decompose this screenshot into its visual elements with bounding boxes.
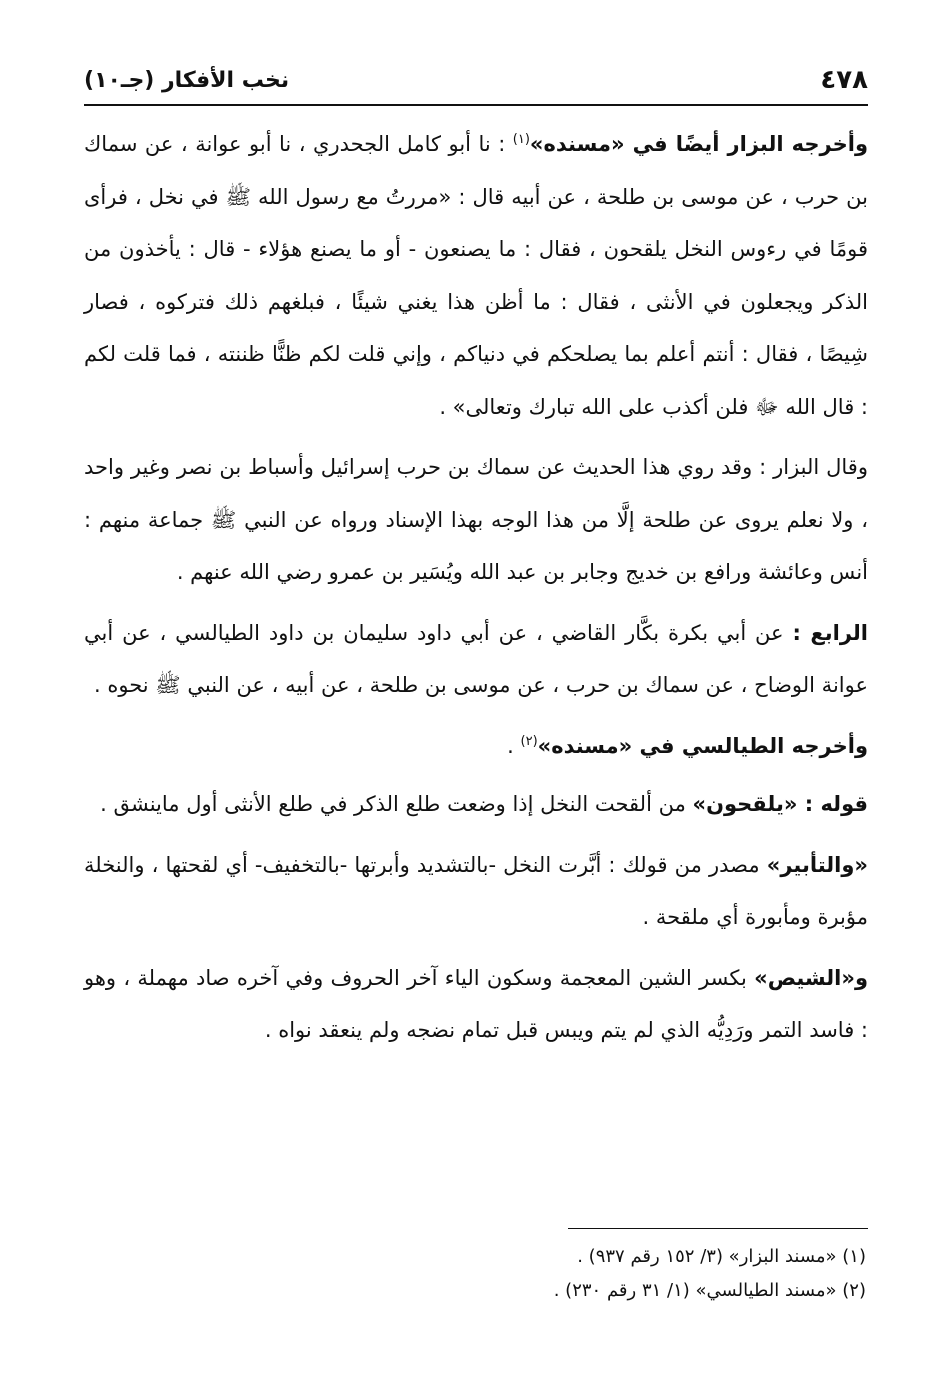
paragraph-text: عن أبي بكرة بكَّار القاضي ، عن أبي داود سليمان بن داود الطيالسي ، عن أبي عوانة الوضاح ، عن سماك بن حرب ، عن موسى بن طلحة ، عن أبيه ، عن النبي ﷺ نحوه . bbox=[84, 620, 868, 697]
paragraph-text: وقال البزار : وقد روي هذا الحديث عن سماك بن حرب إسرائيل وأسباط بن نصر وغير واحد ، ولا نعلم يروى عن طلحة إلَّا من هذا الوجه بهذا الإسناد ورواه عن النبي ﷺ جماعة منهم : أنس وعائشة ورافع بن خديج وجابر بن عبد الله ويُسَير بن عمرو رضي الله عنهم . bbox=[84, 455, 868, 584]
paragraph-lead: وأخرجه البزار أيضًا في «مسنده» bbox=[529, 132, 868, 156]
paragraph-text: مصدر من قولك : أبَّرت النخل -بالتشديد وأبرتها -بالتخفيف- أي لقحتها ، والنخلة مؤبرة ومأبورة أي ملقحة . bbox=[84, 852, 868, 929]
paragraph-tabir bbox=[84, 839, 868, 944]
paragraph-lead: «والتأبير» bbox=[766, 852, 868, 877]
paragraph-lead: قوله : «يلقحون» bbox=[692, 792, 868, 816]
paragraph-yulqihun bbox=[84, 778, 868, 831]
paragraph-lead: و«الشيص» bbox=[754, 965, 868, 990]
footnote-ref: (٢) bbox=[520, 733, 538, 749]
paragraph-text: من ألقحت النخل إذا وضعت طلع الذكر في طلع الأنثى أول ماينشق . bbox=[100, 792, 693, 816]
paragraph-lead: الرابع : bbox=[792, 620, 868, 645]
footnote-divider bbox=[568, 1228, 868, 1229]
main-text bbox=[84, 118, 868, 1065]
page-header bbox=[84, 58, 868, 102]
running-title: نخب الأفكار (جـ١٠) bbox=[84, 67, 290, 93]
footnote-1: (١) «مسند البزار» (٣/ ١٥٢ رقم ٩٣٧) . bbox=[577, 1246, 866, 1267]
paragraph-text: بكسر الشين المعجمة وسكون الياء آخر الحروف وفي آخره صاد مهملة ، وهو : فاسد التمر ورَدِيُّه الذي لم يتم ويبس قبل تمام نضجه ولم ينعقد نواه . bbox=[84, 965, 868, 1042]
footnote-ref: (١) bbox=[512, 132, 530, 147]
paragraph-text: . bbox=[507, 733, 521, 758]
footnote-2: (٢) «مسند الطيالسي» (١/ ٣١ رقم ٢٣٠) . bbox=[553, 1280, 866, 1301]
paragraph-bazzar-comment bbox=[84, 441, 868, 599]
header-divider bbox=[84, 104, 868, 106]
footnotes bbox=[84, 1240, 866, 1308]
paragraph-text: : نا أبو كامل الجحدري ، نا أبو عوانة ، عن سماك بن حرب ، عن موسى بن طلحة ، عن أبيه قال : «مررتُ مع رسول الله ﷺ في نخل ، فرأى قومًا في رءوس النخل يلقحون ، فقال : ما يصنعون - أو ما يصنع هؤلاء - قال : يأخذون من الذكر ويجعلون في الأنثى ، فقال : ما أظن هذا يغني شيئًا ، فبلغهم ذلك فتركوه ، فصار شِيصًا ، فقال : أنتم أعلم بما يصلحكم في دنياكم ، وإني قلت لكم ظنًّا ظننته ، فما قلت لكم : قال الله ﷻ فلن أكذب على الله تبارك وتعالى» . bbox=[84, 132, 868, 419]
paragraph-lead: وأخرجه الطيالسي في «مسنده» bbox=[537, 733, 868, 758]
paragraph-tayalisi bbox=[84, 720, 868, 773]
paragraph-shis bbox=[84, 952, 868, 1057]
paragraph-bazzar-narration bbox=[84, 118, 868, 433]
paragraph-fourth-chain bbox=[84, 607, 868, 712]
page-number: ٤٧٨ bbox=[820, 65, 868, 95]
